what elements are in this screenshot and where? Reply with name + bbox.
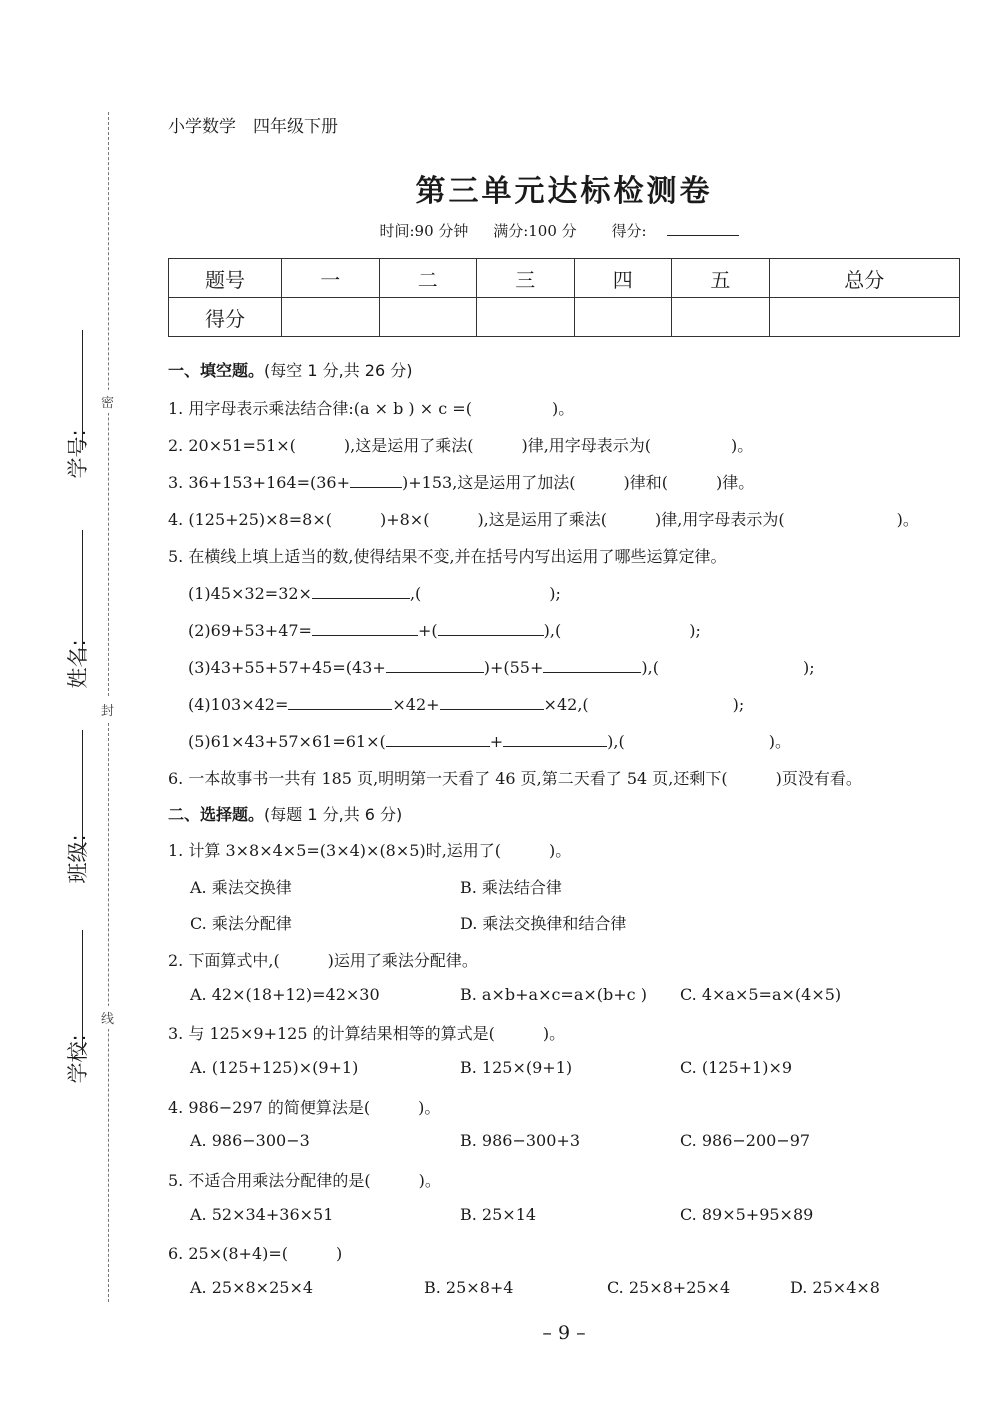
score-blank[interactable] [667, 221, 739, 236]
school-line[interactable] [82, 930, 83, 1055]
score-header-cell: 四 [574, 259, 672, 298]
score-header-cell: 五 [672, 259, 770, 298]
section2-heading [168, 802, 402, 825]
time-limit: 时间:90 分钟 [379, 222, 469, 240]
student-name-label: 姓名: [66, 639, 90, 689]
fill-q5: 5. 在横线上填上适当的数,使得结果不变,并在括号内写出运用了哪些运算定律。 [168, 547, 727, 566]
section2-title: 二、选择题。 [168, 805, 265, 824]
choice-q3-option-b[interactable]: B. 125×(9+1) [460, 1058, 573, 1077]
choice-q5-option-a[interactable]: A. 52×34+36×51 [190, 1205, 334, 1224]
choice-q4-option-c[interactable]: C. 986−200−97 [680, 1131, 811, 1150]
fill-blank[interactable] [386, 657, 484, 673]
fill-blank[interactable] [440, 694, 544, 710]
fill-q5-2: (2)69+53+47= +( ),( ); [188, 621, 701, 640]
class-label: 班级: [66, 834, 90, 884]
choice-q5-option-b[interactable]: B. 25×14 [460, 1205, 537, 1224]
exam-meta [0, 220, 1000, 241]
section1-note: (每空 1 分,共 26 分) [264, 361, 413, 380]
fill-blank[interactable] [288, 694, 392, 710]
choice-q2-stem: 2. 下面算式中,( )运用了乘法分配律。 [168, 951, 478, 970]
choice-q6-option-a[interactable]: A. 25×8×25×4 [190, 1278, 314, 1297]
fill-q4: 4. (125+25)×8=8×( )+8×( ),这是运用了乘法( )律,用字母表示为( )。 [168, 510, 919, 529]
choice-q1-option-a[interactable]: A. 乘法交换律 [190, 878, 292, 897]
fill-blank[interactable] [350, 472, 402, 488]
score-cell[interactable] [282, 298, 380, 337]
page-number: – 9 – [542, 1322, 586, 1344]
score-field[interactable]: 得分: [601, 222, 748, 240]
fill-blank[interactable] [312, 583, 410, 599]
fill-blank[interactable] [503, 731, 607, 747]
score-cell[interactable] [672, 298, 770, 337]
score-cell[interactable] [769, 298, 959, 337]
fill-q5-4: (4)103×42= ×42+ ×42,( ); [188, 695, 745, 714]
class-line[interactable] [82, 730, 83, 855]
section2-note: (每题 1 分,共 6 分) [264, 805, 403, 824]
score-cell[interactable] [574, 298, 672, 337]
fill-q6: 6. 一本故事书一共有 185 页,明明第一天看了 46 页,第二天看了 54 页,还剩下( )页没有看。 [168, 769, 862, 788]
score-header-cell: 一 [282, 259, 380, 298]
choice-q6-stem: 6. 25×(8+4)=( ) [168, 1244, 343, 1263]
choice-q3-stem: 3. 与 125×9+125 的计算结果相等的算式是( )。 [168, 1024, 566, 1043]
school-label: 学校: [66, 1034, 90, 1084]
score-cell[interactable] [477, 298, 575, 337]
choice-q1-option-c[interactable]: C. 乘法分配律 [190, 914, 292, 933]
choice-q6-option-c[interactable]: C. 25×8+25×4 [607, 1278, 731, 1297]
fill-q5-3: (3)43+55+57+45=(43+ )+(55+ ),( ); [188, 658, 815, 677]
book-title: 小学数学 四年级下册 [168, 117, 338, 137]
fill-q5-1: (1)45×32=32× ,( ); [188, 584, 561, 603]
choice-q2-option-a[interactable]: A. 42×(18+12)=42×30 [190, 985, 380, 1004]
seal-char-feng: 封 [101, 698, 114, 721]
student-name-line[interactable] [82, 530, 83, 660]
seal-char-xian: 线 [101, 1006, 114, 1029]
choice-q4-option-a[interactable]: A. 986−300−3 [190, 1131, 310, 1150]
section1-title: 一、填空题。 [168, 361, 265, 380]
score-row-label: 得分 [169, 298, 282, 337]
score-table [168, 258, 960, 337]
score-table-header-row [169, 259, 960, 298]
choice-q1-option-b[interactable]: B. 乘法结合律 [460, 878, 562, 897]
choice-q1-option-d[interactable]: D. 乘法交换律和结合律 [460, 914, 627, 933]
fill-q5-5: (5)61×43+57×61=61×( + ),( )。 [188, 732, 791, 751]
score-header-cell: 三 [477, 259, 575, 298]
choice-q3-option-c[interactable]: C. (125+1)×9 [680, 1058, 793, 1077]
exam-title: 第三单元达标检测卷 [415, 174, 713, 209]
choice-q2-option-b[interactable]: B. a×b+a×c=a×(b+c ) [460, 985, 647, 1004]
fill-q2: 2. 20×51=51×( ),这是运用了乘法( )律,用字母表示为( )。 [168, 436, 754, 455]
fill-q3: 3. 36+153+164=(36+ )+153,这是运用了加法( )律和( )律。 [168, 473, 755, 492]
choice-q6-option-d[interactable]: D. 25×4×8 [790, 1278, 880, 1297]
choice-q5-option-c[interactable]: C. 89×5+95×89 [680, 1205, 814, 1224]
choice-q2-option-c[interactable]: C. 4×a×5=a×(4×5) [680, 985, 842, 1004]
section1-heading [168, 358, 412, 381]
student-id-line[interactable] [82, 330, 83, 450]
choice-q4-stem: 4. 986−297 的简便算法是( )。 [168, 1098, 441, 1117]
seal-char-mi: 密 [101, 390, 114, 413]
score-cell[interactable] [379, 298, 477, 337]
choice-q3-option-a[interactable]: A. (125+125)×(9+1) [190, 1058, 359, 1077]
choice-q4-option-b[interactable]: B. 986−300+3 [460, 1131, 580, 1150]
fill-blank[interactable] [386, 731, 490, 747]
fill-blank[interactable] [312, 620, 418, 636]
fill-blank[interactable] [543, 657, 641, 673]
student-id-label: 学号: [66, 429, 90, 479]
choice-q1-stem: 1. 计算 3×8×4×5=(3×4)×(8×5)时,运用了( )。 [168, 841, 572, 860]
choice-q5-stem: 5. 不适合用乘法分配律的是( )。 [168, 1171, 441, 1190]
score-header-cell: 总分 [769, 259, 959, 298]
fill-q1: 1. 用字母表示乘法结合律:(a × b ) × c =( )。 [168, 399, 575, 418]
score-header-cell: 题号 [169, 259, 282, 298]
choice-q6-option-b[interactable]: B. 25×8+4 [424, 1278, 514, 1297]
score-table-score-row [169, 298, 960, 337]
score-header-cell: 二 [379, 259, 477, 298]
fill-blank[interactable] [438, 620, 544, 636]
full-score: 满分:100 分 [493, 222, 577, 240]
